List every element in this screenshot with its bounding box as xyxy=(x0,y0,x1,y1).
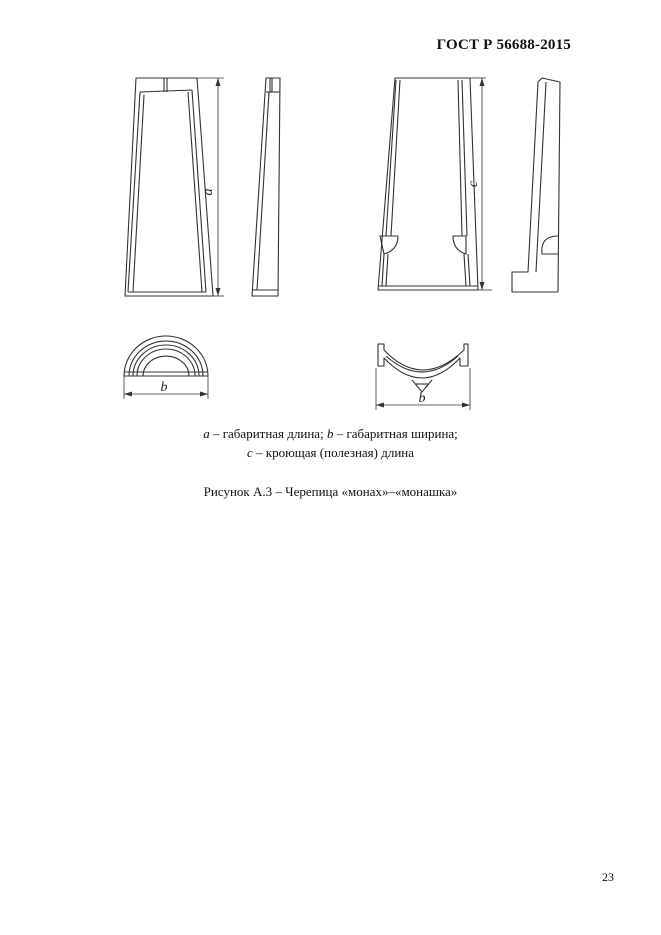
dimension-label-a: a xyxy=(201,188,216,196)
legend-symbol-c: c xyxy=(246,445,253,460)
standard-number: ГОСТ Р 56688-2015 xyxy=(436,37,571,53)
nun-tile-cross-section xyxy=(378,344,468,392)
monk-tile-cross-section xyxy=(124,336,208,376)
figure-caption: Рисунок А.3 – Черепица «монах»–«монашка» xyxy=(203,484,458,499)
dimension-label-c: c xyxy=(466,180,481,188)
figure-legend xyxy=(0,424,661,462)
legend-text-b: – габаритная ширина; xyxy=(333,426,458,441)
figure-drawing xyxy=(0,0,661,420)
monk-tile-side-view xyxy=(252,78,280,296)
legend-symbol-b: b xyxy=(326,426,334,441)
dimension-label-b-right: b xyxy=(418,391,426,406)
technical-drawing xyxy=(0,0,661,420)
legend-text-c: – кроющая (полезная) длина xyxy=(252,445,415,460)
legend-line-1 xyxy=(0,424,661,443)
nun-tile-front-view xyxy=(378,78,478,290)
legend-symbol-a: a xyxy=(203,426,210,441)
nun-tile-side-view xyxy=(512,78,560,292)
dimension-label-b-left: b xyxy=(160,380,168,395)
legend-line-2 xyxy=(0,443,661,462)
page-number: 23 xyxy=(602,870,614,884)
monk-tile-front-view xyxy=(125,78,213,296)
legend-text-a: – габаритная длина; xyxy=(209,426,324,441)
